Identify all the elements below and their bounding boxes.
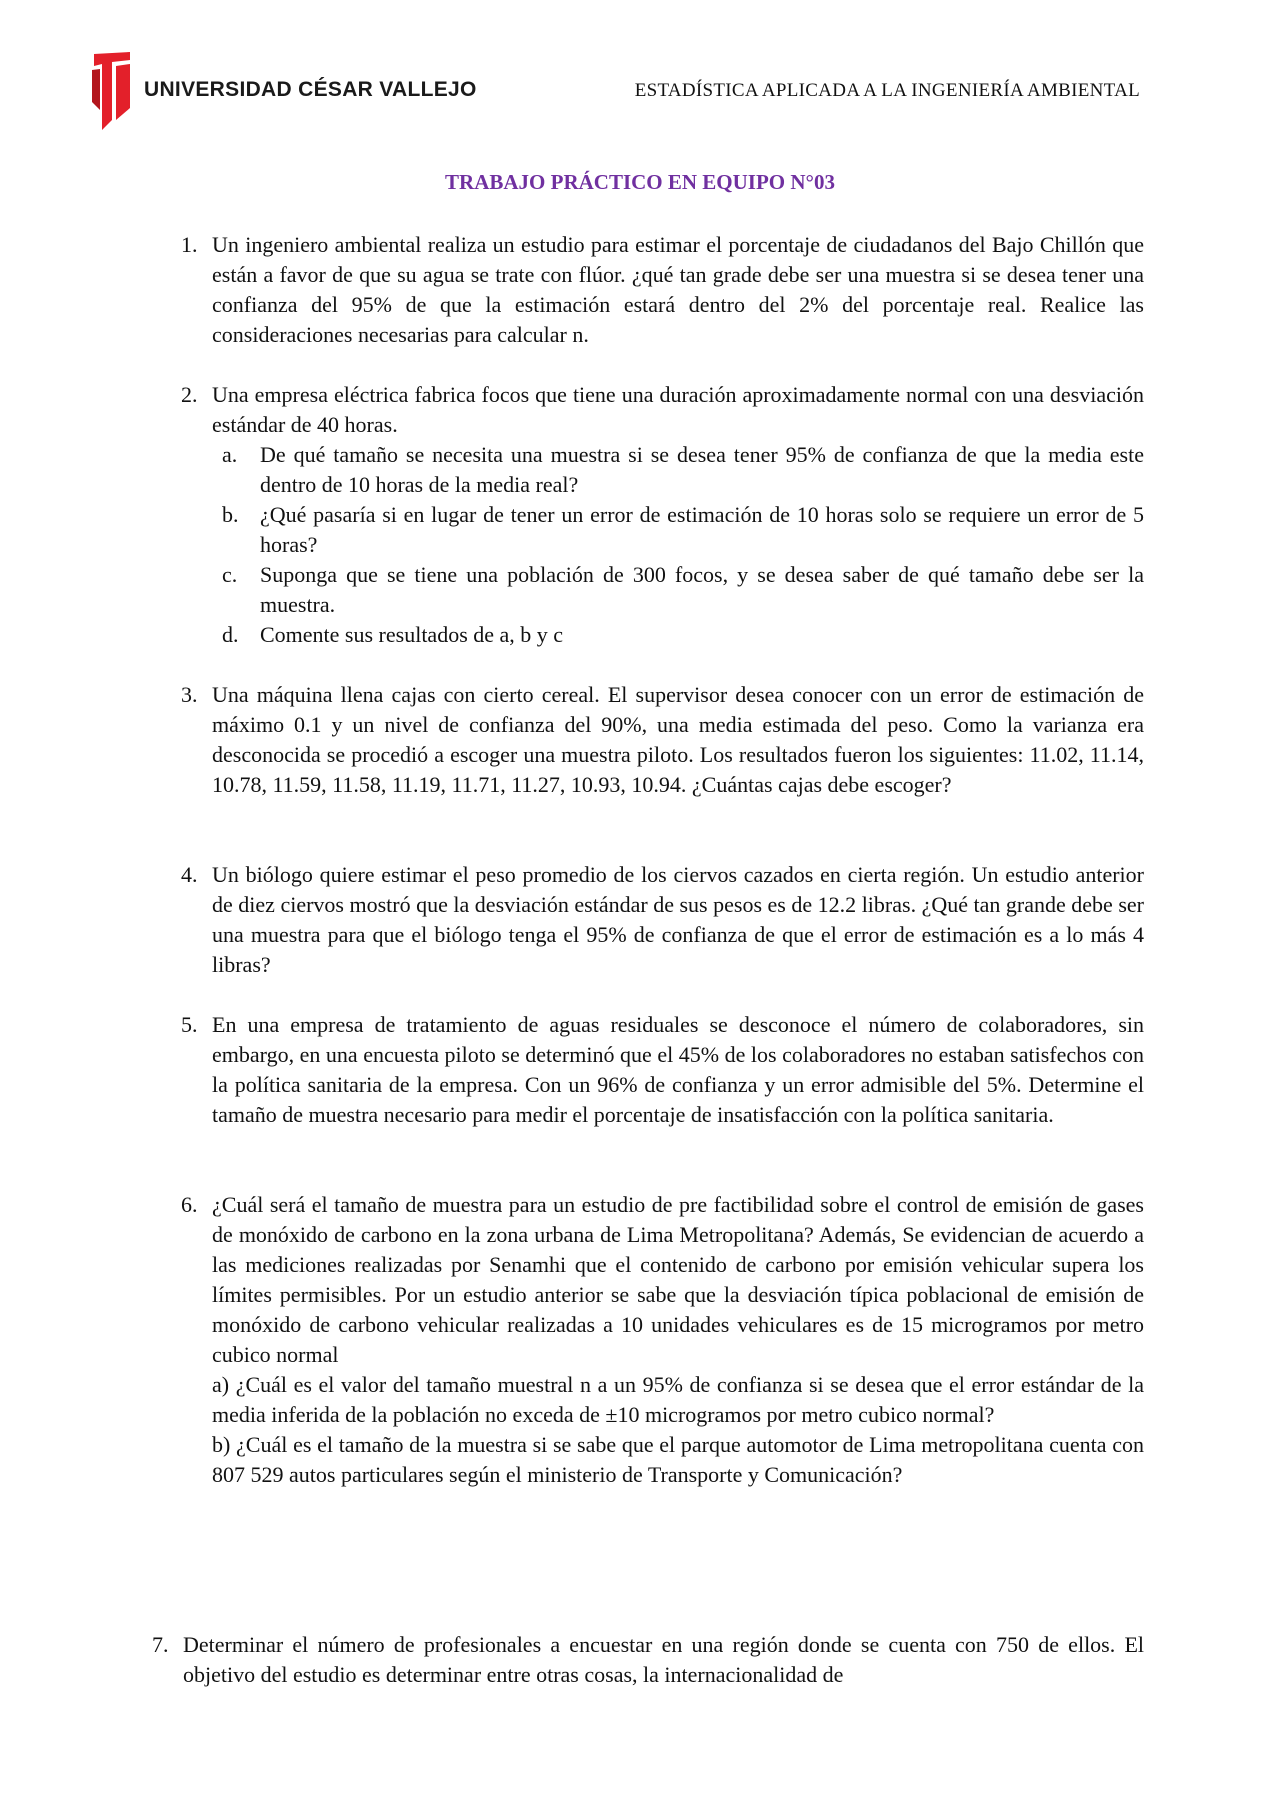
subquestion-letter: a. <box>222 442 238 467</box>
question-1 <box>181 230 1144 350</box>
question-text: En una empresa de tratamiento de aguas residuales se desconoce el número de colaboradores, sin embargo, en una encuesta piloto se determinó que el 45% de los colaboradores no estaban satisfechos con la política sanitaria de la empresa. Con un 96% de confianza y un error admisible del 5%. Determine el tamaño de muestra necesario para medir el porcentaje de insatisfacción con la política sanitaria. <box>212 1012 1144 1127</box>
subquestion-c <box>212 560 1144 620</box>
question-text: ¿Cuál será el tamaño de muestra para un estudio de pre factibilidad sobre el control de emisión de gases de monóxido de carbono en la zona urbana de Lima Metropolitana? Además, Se evidencian de acuerdo a las mediciones realizadas por Senamhi que el contenido de carbono por emisión vehicular supera los límites permisibles. Por un estudio anterior se sabe que la desviación típica poblacional de emisión de monóxido de carbono vehicular realizadas a 10 unidades vehiculares es de 15 microgramos por metro cubico normal <box>212 1192 1144 1367</box>
question-3 <box>181 680 1144 800</box>
subquestion-text: Suponga que se tiene una población de 300 focos, y se desea saber de qué tamaño debe ser la muestra. <box>260 562 1144 617</box>
question-number: 5. <box>181 1012 198 1037</box>
question-number: 7. <box>152 1632 169 1657</box>
question-part-b: b) ¿Cuál es el tamaño de la muestra si se sabe que el parque automotor de Lima metropolitana cuenta con 807 529 autos particulares según el ministerio de Transporte y Comunicación? <box>212 1432 1144 1487</box>
question-text: Un biólogo quiere estimar el peso promedio de los ciervos cazados en cierta región. Un estudio anterior de diez ciervos mostró que la desviación estándar de sus pesos es de 12.2 libras. ¿Qué tan grande debe ser una muestra para que el biólogo tenga el 95% de confianza de que el error de estimación es a lo más 4 libras? <box>212 862 1144 977</box>
question-4 <box>181 860 1144 980</box>
subquestion-text: ¿Qué pasaría si en lugar de tener un error de estimación de 10 horas solo se requiere un error de 5 horas? <box>260 502 1144 557</box>
question-number: 6. <box>181 1192 198 1217</box>
question-number: 4. <box>181 862 198 887</box>
question-2 <box>181 380 1144 650</box>
question-number: 2. <box>181 382 198 407</box>
question-6 <box>181 1190 1144 1490</box>
university-logo <box>90 50 477 130</box>
subquestion-b <box>212 500 1144 560</box>
subquestion-letter: d. <box>222 622 239 647</box>
question-number: 3. <box>181 682 198 707</box>
subquestion-text: De qué tamaño se necesita una muestra si se desea tener 95% de confianza de que la media este dentro de 10 horas de la media real? <box>260 442 1144 497</box>
ucv-emblem-icon <box>90 50 134 130</box>
subquestion-a <box>212 440 1144 500</box>
question-text: Un ingeniero ambiental realiza un estudio para estimar el porcentaje de ciudadanos del Bajo Chillón que están a favor de que su agua se trate con flúor. ¿qué tan grade debe ser una muestra si se desea tener una confianza del 95% de que la estimación estará dentro del 2% del porcentaje real. Realice las consideraciones necesarias para calcular n. <box>212 232 1144 347</box>
university-name: UNIVERSIDAD CÉSAR VALLEJO <box>144 78 477 101</box>
subquestion-d <box>212 620 1144 650</box>
question-text: Determinar el número de profesionales a encuestar en una región donde se cuenta con 750 de ellos. El objetivo del estudio es determinar entre otras cosas, la internacionalidad de <box>183 1632 1144 1687</box>
subquestion-text: Comente sus resultados de a, b y c <box>260 622 564 647</box>
subquestion-letter: b. <box>222 502 239 527</box>
question-5 <box>181 1010 1144 1130</box>
question-text: Una máquina llena cajas con cierto cereal. El supervisor desea conocer con un error de estimación de máximo 0.1 y un nivel de confianza del 90%, una media estimada del peso. Como la varianza era desconocida se procedió a escoger una muestra piloto. Los resultados fueron los siguientes: 11.02, 11.14, 10.78, 11.59, 11.58, 11.19, 11.71, 11.27, 10.93, 10.94. ¿Cuántas cajas debe escoger? <box>212 682 1144 797</box>
page-header <box>90 50 1140 130</box>
subquestion-letter: c. <box>222 562 238 587</box>
page-title: TRABAJO PRÁCTICO EN EQUIPO N°03 <box>445 170 835 194</box>
question-part-a: a) ¿Cuál es el valor del tamaño muestral n a un 95% de confianza si se desea que el error estándar de la media inferida de la población no exceda de ±10 microgramos por metro cubico normal? <box>212 1372 1144 1427</box>
course-title: ESTADÍSTICA APLICADA A LA INGENIERÍA AMBIENTAL <box>634 80 1140 101</box>
question-text: Una empresa eléctrica fabrica focos que tiene una duración aproximadamente normal con una desviación estándar de 40 horas. <box>212 382 1144 437</box>
question-7 <box>152 1630 1144 1690</box>
question-number: 1. <box>181 232 198 257</box>
